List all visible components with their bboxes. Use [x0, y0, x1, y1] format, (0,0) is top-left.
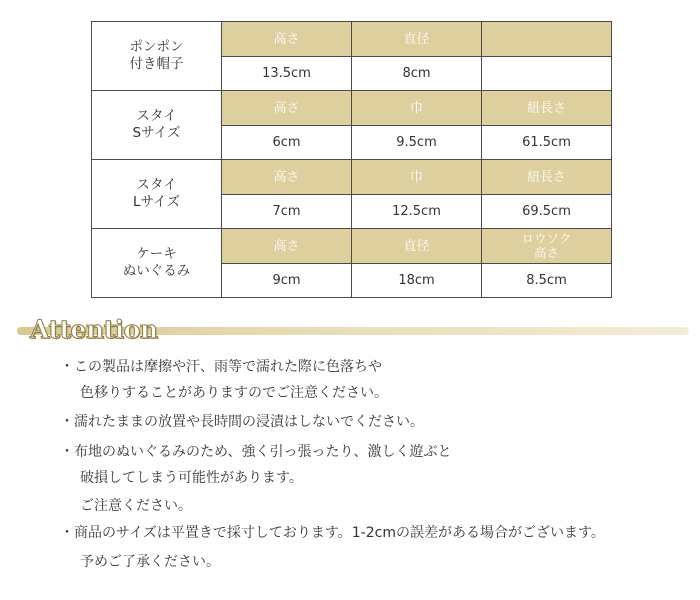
- size-table-header-row: [92, 229, 612, 264]
- measure-header-cell: 高さ: [222, 22, 352, 57]
- measure-header-cell: [482, 22, 612, 57]
- size-table-header-row: [92, 22, 612, 57]
- measure-value-cell: 9cm: [222, 264, 352, 298]
- attention-title: Attention: [30, 315, 158, 344]
- measure-header-cell: 紐長さ: [482, 91, 612, 126]
- size-table-header-row: [92, 160, 612, 195]
- note-line: ・この製品は摩擦や汗、雨等で濡れた際に色落ちや: [60, 359, 382, 375]
- measure-value-cell: 61.5cm: [482, 126, 612, 160]
- note-line: ・濡れたままの放置や長時間の浸漬はしないでください。: [60, 414, 424, 430]
- measure-value-cell: [482, 57, 612, 91]
- note-line: ・布地のぬいぐるみのため、強く引っ張ったり、激しく遊ぶと: [60, 444, 452, 460]
- measure-header-cell: 巾: [352, 91, 482, 126]
- note-line: 色移りすることがありますのでご注意ください。: [80, 385, 388, 401]
- measure-header-cell: 高さ: [222, 160, 352, 195]
- measure-header-cell: 高さ: [222, 91, 352, 126]
- note-line: 予めご了承ください。: [80, 554, 220, 570]
- measure-header-cell: ロウソク 高さ: [482, 229, 612, 264]
- measure-value-cell: 13.5cm: [222, 57, 352, 91]
- size-table-header-row: [92, 91, 612, 126]
- note-line: ・商品のサイズは平置きで採寸しております。1-2cmの誤差がある場合がございます。: [60, 525, 605, 541]
- size-table: [91, 21, 612, 298]
- product-name-cell: ケーキ ぬいぐるみ: [92, 229, 222, 298]
- size-table-body: [92, 22, 612, 298]
- measure-value-cell: 7cm: [222, 195, 352, 229]
- product-name-cell: スタイ Sサイズ: [92, 91, 222, 160]
- measure-value-cell: 12.5cm: [352, 195, 482, 229]
- measure-value-cell: 6cm: [222, 126, 352, 160]
- product-name-cell: ポンポン 付き帽子: [92, 22, 222, 91]
- measure-value-cell: 18cm: [352, 264, 482, 298]
- measure-header-cell: 高さ: [222, 229, 352, 264]
- measure-header-cell: 紐長さ: [482, 160, 612, 195]
- note-line: ご注意ください。: [80, 498, 192, 514]
- measure-value-cell: 8.5cm: [482, 264, 612, 298]
- measure-value-cell: 9.5cm: [352, 126, 482, 160]
- measure-value-cell: 69.5cm: [482, 195, 612, 229]
- measure-header-cell: 巾: [352, 160, 482, 195]
- product-name-cell: スタイ Lサイズ: [92, 160, 222, 229]
- measure-value-cell: 8cm: [352, 57, 482, 91]
- measure-header-cell: 直径: [352, 22, 482, 57]
- measure-header-cell: 直径: [352, 229, 482, 264]
- note-line: 破損してしまう可能性があります。: [80, 470, 303, 486]
